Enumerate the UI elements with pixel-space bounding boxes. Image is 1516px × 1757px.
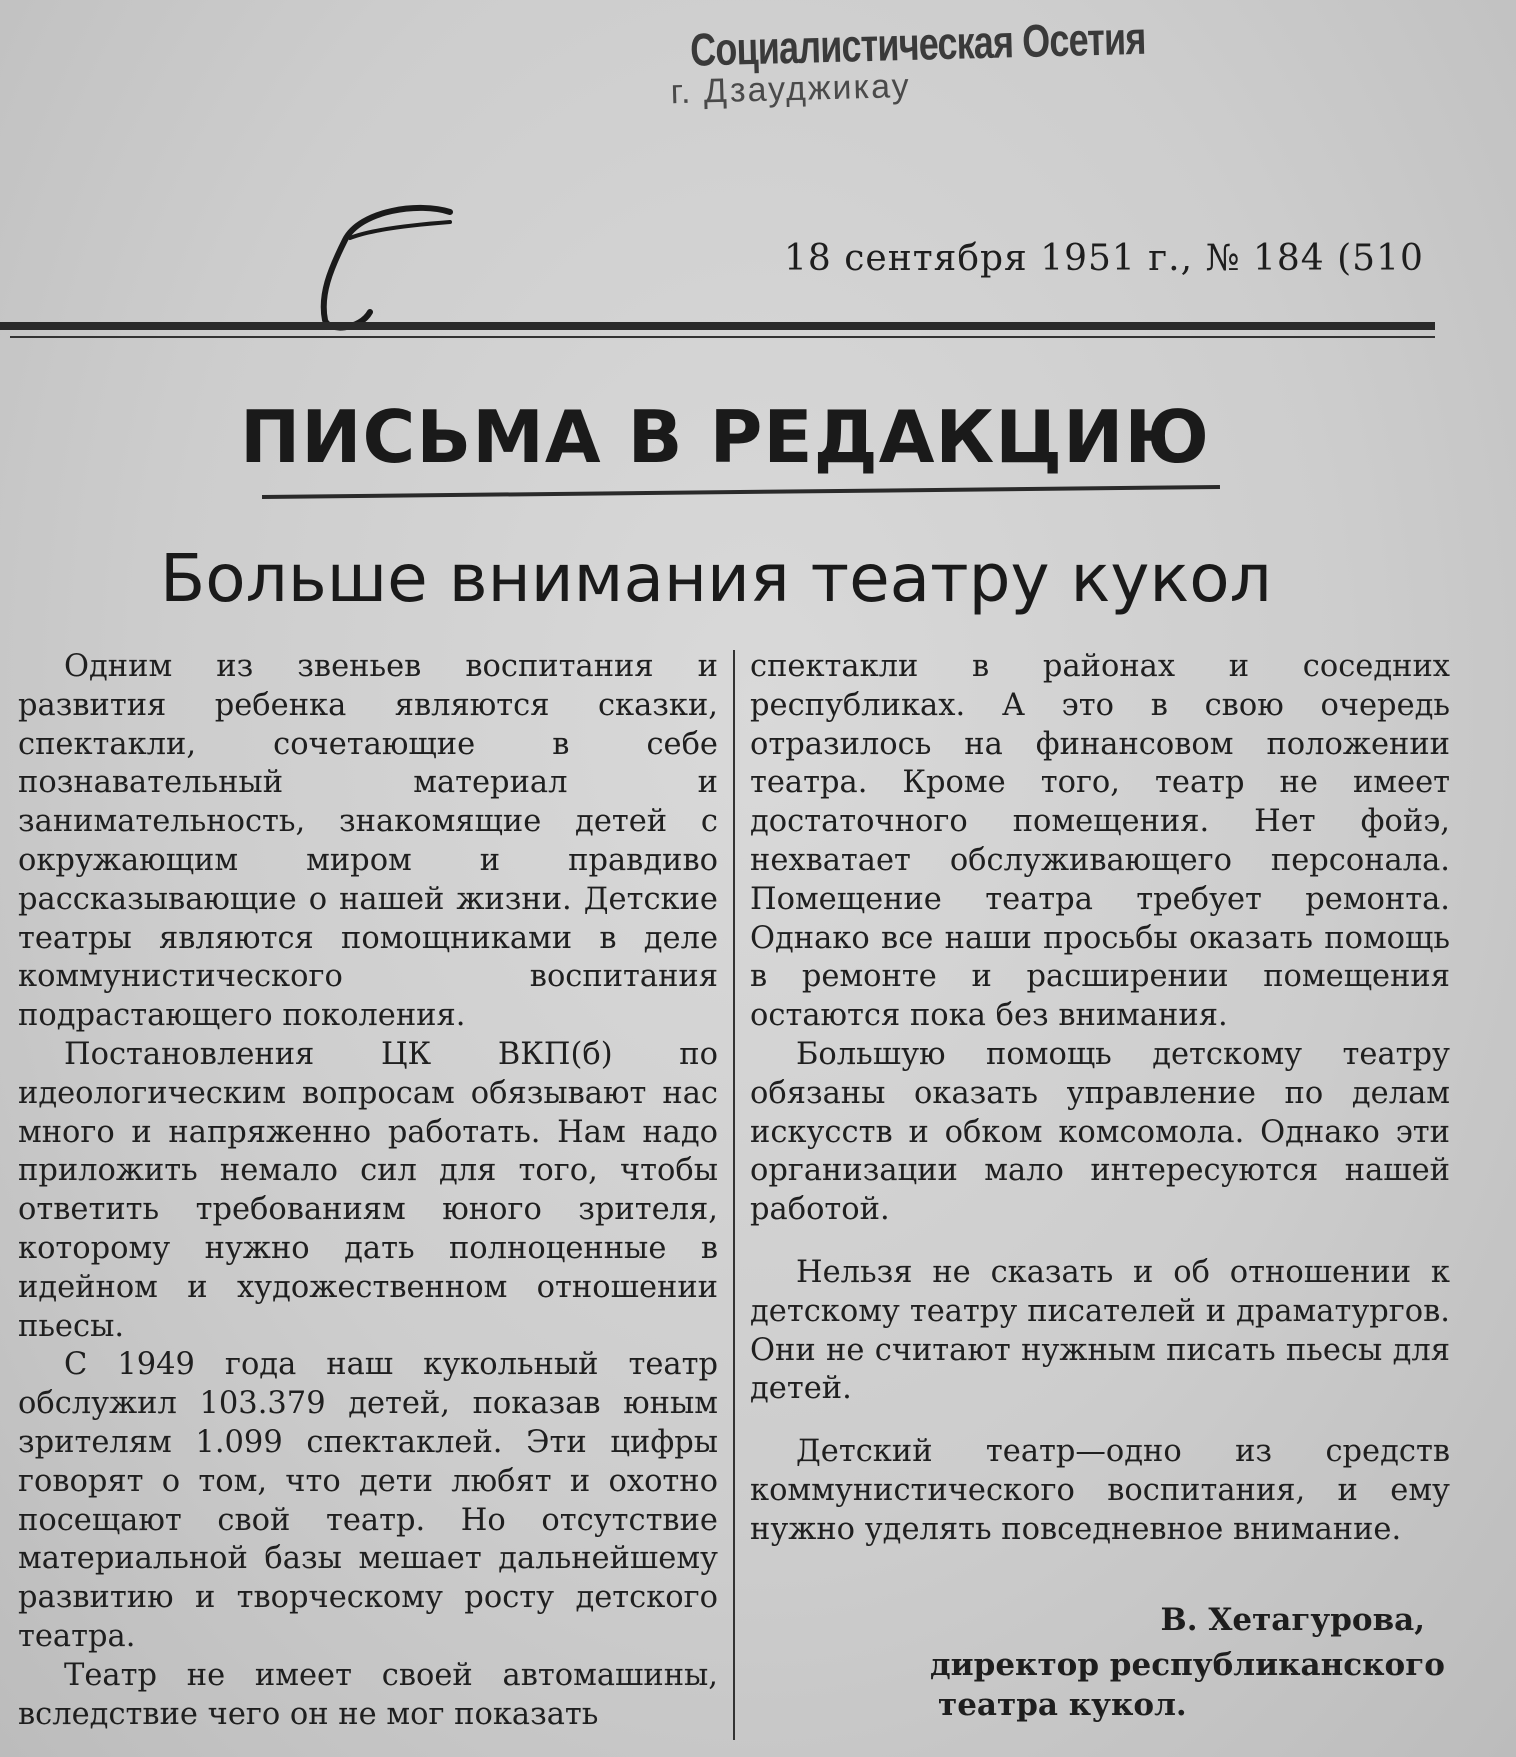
paragraph: спектакли в районах и соседних республиках. А это в свою очередь отразилось на финансовом положении театра. Кроме того, театр не имеет достаточного помещения. Нет фойэ, нехватает обслуживающего персонала. Помещение театра требует ремонта. Однако все наши просьбы оказать помощь в ремонте и расширении помещения остаются пока без внимания. — [750, 649, 1450, 1034]
handwritten-mark-icon — [300, 200, 480, 340]
section-rubric: ПИСЬМА В РЕДАКЦИЮ — [240, 395, 1210, 479]
paragraph: Нельзя не сказать и об отношении к детскому театру писателей и драматургов. Они не считают нужным писать пьесы для детей. — [750, 1254, 1450, 1407]
paragraph: Детский театр—одно из средств коммунистического воспитания, и ему нужно уделять повседневное внимание. — [750, 1434, 1450, 1547]
archive-stamp — [639, 11, 1147, 113]
author-role-line: театра кукол. — [938, 1687, 1187, 1723]
article-column-right — [750, 648, 1450, 1550]
header-rule-thin — [10, 336, 1435, 338]
author-role-line: директор республиканского — [930, 1647, 1445, 1683]
paragraph: Одним из звеньев воспитания и развития ребенка являются сказки, спектакли, сочетающие в себе познавательный материал и занимательность, знакомящие детей с окружающим миром и правдиво рассказывающие о нашей жизни. Детские театры являются помощниками в деле коммунистического воспитания подрастающего поколения. — [18, 649, 718, 1034]
header-rule — [0, 322, 1435, 330]
author-name: В. Хетагурова, — [1160, 1602, 1425, 1638]
rubric-underline — [262, 485, 1220, 499]
author-role — [930, 1645, 1450, 1725]
paragraph: Большую помощь детскому театру обязаны оказать управление по делам искусств и обком комсомола. Однако эти организации мало интересуются нашей работой. — [750, 1036, 1450, 1228]
column-divider — [733, 650, 735, 1740]
article-column-left — [18, 648, 718, 1734]
paragraph: С 1949 года наш кукольный театр обслужил 103.379 детей, показав юным зрителям 1.099 спектаклей. Эти цифры говорят о том, что дети любят и охотно посещают свой театр. Но отсутствие материальной базы мешает дальнейшему развитию и творческому росту детского театра. — [18, 1347, 718, 1654]
paragraph: Постановления ЦК ВКП(б) по идеологическим вопросам обязывают нас много и напряженно работать. Нам надо приложить немало сил для того, чтобы ответить требованиям юного зрителя, которому нужно дать полноценные в идейном и художественном отношении пьесы. — [18, 1036, 718, 1344]
stamp-newspaper-title: Социалистическая Осетия — [689, 11, 1147, 76]
stamp-city: г. Дзауджикау — [670, 66, 912, 112]
article-headline: Больше внимания театру кукол — [160, 540, 1272, 617]
paragraph: Театр не имеет своей автомашины, вследствие чего он не мог показать — [18, 1657, 718, 1732]
issue-dateline: 18 сентября 1951 г., № 184 (510 — [784, 238, 1424, 279]
